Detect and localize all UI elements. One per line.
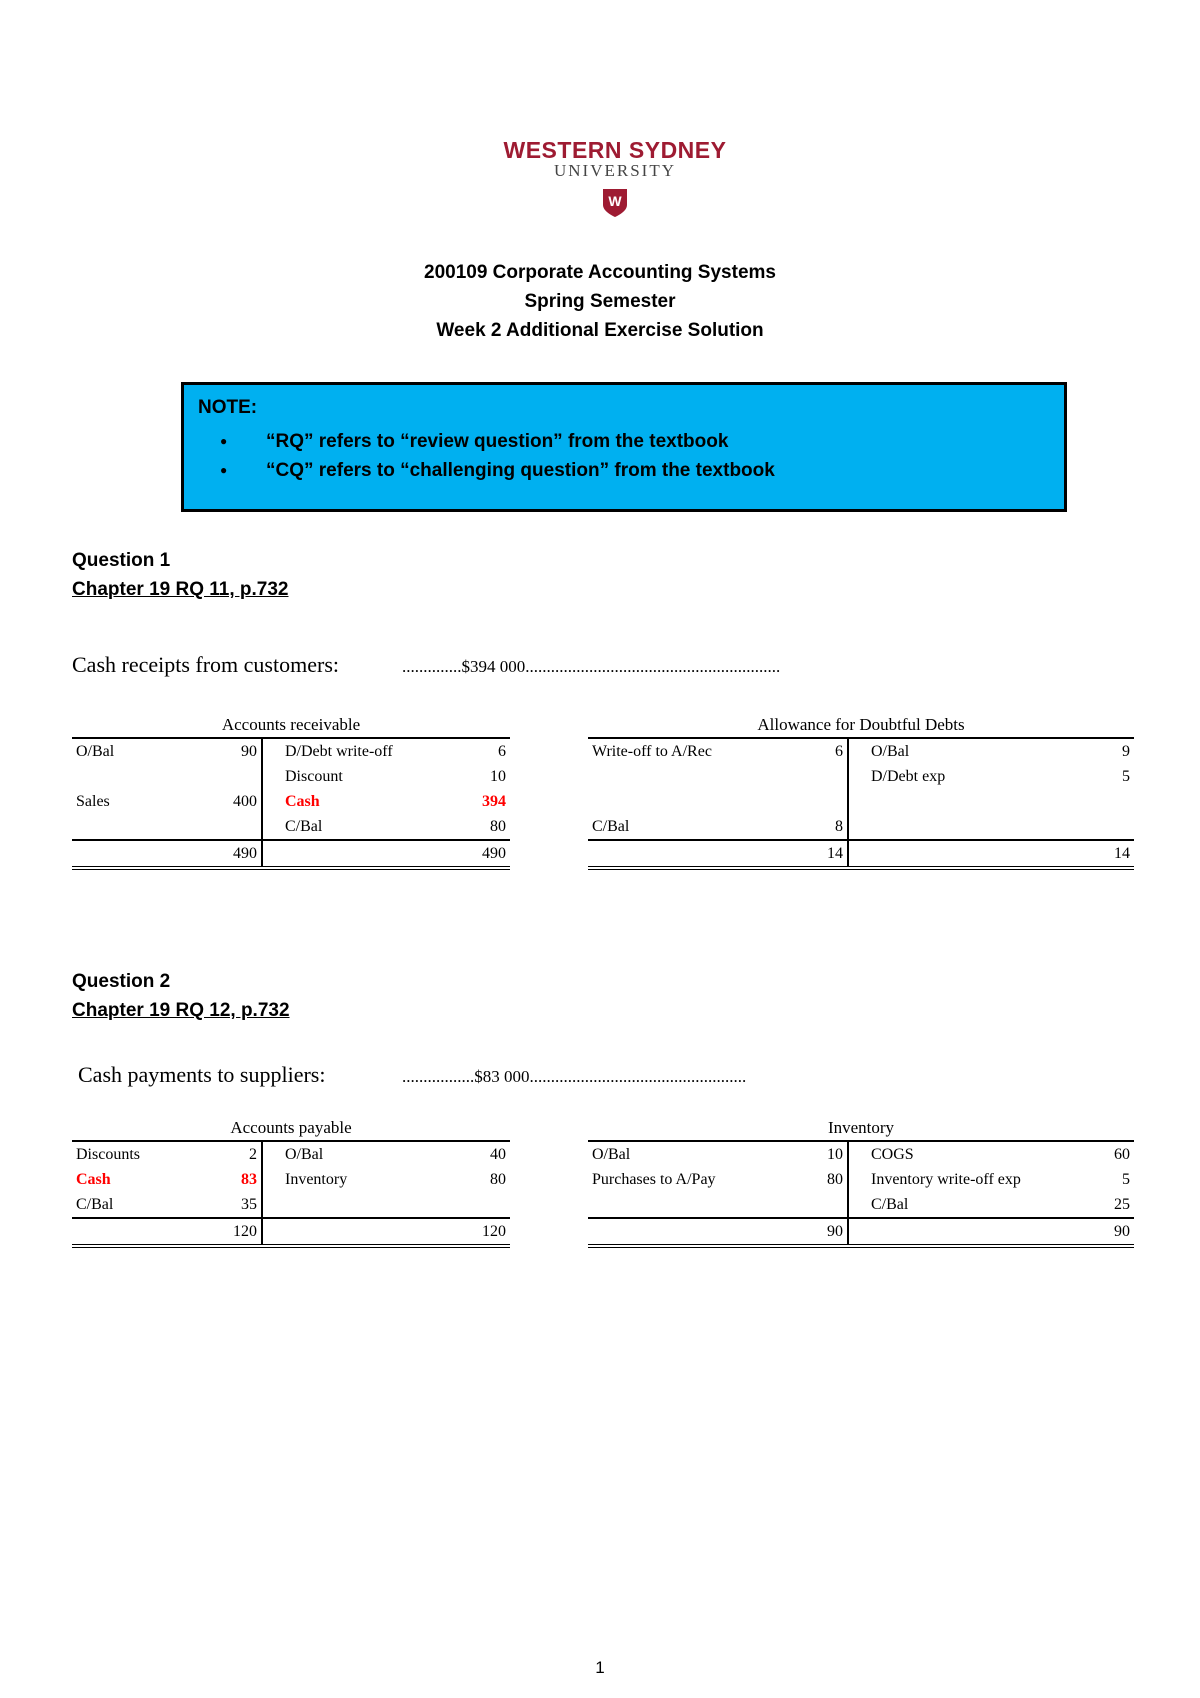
chapter-reference: Chapter 19 RQ 12, p.732 <box>72 1000 290 1021</box>
debit-amount: 90 <box>241 742 257 760</box>
statement-value: .................$83 000................................................... <box>402 1067 747 1086</box>
table-row <box>588 764 1134 789</box>
table-row <box>72 1167 510 1192</box>
debit-total: 90 <box>808 1218 848 1246</box>
debit-label <box>588 1192 808 1218</box>
credit-label: O/Bal <box>848 738 1068 764</box>
statement-label: Cash receipts from customers: <box>72 652 339 677</box>
debit-label: O/Bal <box>592 1145 631 1163</box>
debit-label: Purchases to A/Pay <box>592 1170 716 1188</box>
logo-line1: WESTERN SYDNEY <box>503 137 727 163</box>
total-row <box>588 840 1134 868</box>
credit-amount <box>440 1192 510 1218</box>
note-box <box>181 382 1067 512</box>
table-row <box>72 1192 510 1218</box>
table-row <box>588 1192 1134 1218</box>
credit-amount: 5 <box>1122 767 1130 785</box>
debit-label: C/Bal <box>592 817 630 835</box>
credit-total: 120 <box>440 1218 510 1246</box>
t-account-table <box>588 1140 1134 1248</box>
debit-amount <box>202 764 262 789</box>
week-title: Week 2 Additional Exercise Solution <box>436 320 764 341</box>
page-number: 1 <box>595 1658 605 1677</box>
credit-amount: 9 <box>1122 742 1130 760</box>
table-row <box>72 789 510 814</box>
table-row <box>588 814 1134 840</box>
logo-line2: UNIVERSITY <box>554 161 676 180</box>
debit-amount <box>808 764 848 789</box>
university-logo <box>490 138 740 223</box>
debit-label <box>588 789 808 814</box>
total-row <box>588 1218 1134 1246</box>
t-account-table <box>72 1140 510 1248</box>
statement-value: ..............$394 000............................................................ <box>402 657 781 676</box>
credit-label: Inventory <box>262 1167 440 1192</box>
course-title: 200109 Corporate Accounting Systems <box>424 262 776 283</box>
debit-amount-highlight: 83 <box>241 1170 257 1188</box>
credit-label: Discount <box>262 764 440 789</box>
debit-label: Sales <box>76 792 110 810</box>
chapter-reference: Chapter 19 RQ 11, p.732 <box>72 579 289 600</box>
debit-amount: 8 <box>835 817 843 835</box>
credit-amount: 80 <box>490 1170 506 1188</box>
t-account-table <box>72 737 510 870</box>
debit-amount: 80 <box>827 1170 843 1188</box>
credit-label: C/Bal <box>848 1192 1068 1218</box>
question-label: Question 2 <box>72 971 171 992</box>
cash-receipts-statement <box>72 652 780 678</box>
credit-amount: 60 <box>1114 1145 1130 1163</box>
table-row <box>588 738 1134 764</box>
question-label: Question 1 <box>72 550 171 571</box>
note-heading: NOTE: <box>198 397 258 418</box>
credit-amount <box>1068 814 1134 840</box>
credit-label: COGS <box>848 1141 1068 1167</box>
credit-label <box>262 1192 440 1218</box>
t-account-title: Accounts payable <box>230 1118 352 1137</box>
credit-label: D/Debt write-off <box>262 738 440 764</box>
t-account-title: Inventory <box>827 1118 895 1137</box>
note-list <box>184 427 775 485</box>
debit-amount <box>808 1192 848 1218</box>
credit-label-highlight: Cash <box>262 789 440 814</box>
debit-label-highlight: Cash <box>76 1170 111 1188</box>
question-1-heading <box>72 546 289 604</box>
table-row <box>72 738 510 764</box>
table-row <box>588 1167 1134 1192</box>
t-account-table <box>588 737 1134 870</box>
debit-amount <box>202 814 262 840</box>
svg-text:W: W <box>608 193 622 209</box>
credit-total: 14 <box>1068 840 1134 868</box>
debit-total: 120 <box>202 1218 262 1246</box>
credit-amount: 80 <box>490 817 506 835</box>
credit-label: D/Debt exp <box>848 764 1068 789</box>
credit-amount: 40 <box>490 1145 506 1163</box>
debit-amount: 2 <box>249 1145 257 1163</box>
debit-amount <box>808 789 848 814</box>
credit-label: Inventory write-off exp <box>848 1167 1068 1192</box>
debit-label: Discounts <box>76 1145 140 1163</box>
debit-label <box>72 764 202 789</box>
debit-amount: 35 <box>241 1195 257 1213</box>
credit-amount: 5 <box>1122 1170 1130 1188</box>
debit-label <box>588 764 808 789</box>
table-row <box>72 1141 510 1167</box>
total-row <box>72 1218 510 1246</box>
document-titles <box>0 258 1200 345</box>
debit-label: O/Bal <box>76 742 115 760</box>
credit-amount <box>1068 789 1134 814</box>
table-row <box>72 814 510 840</box>
cash-payments-statement <box>78 1062 746 1088</box>
table-row <box>72 764 510 789</box>
credit-amount-highlight: 394 <box>482 792 506 810</box>
debit-total: 490 <box>202 840 262 868</box>
debit-amount: 6 <box>835 742 843 760</box>
total-row <box>72 840 510 868</box>
note-item: ● “CQ” refers to “challenging question” from the textbook <box>266 456 775 485</box>
debit-amount: 400 <box>233 792 257 810</box>
debit-amount: 10 <box>827 1145 843 1163</box>
credit-label: C/Bal <box>262 814 440 840</box>
debit-label: Write-off to A/Rec <box>592 742 712 760</box>
credit-label: O/Bal <box>262 1141 440 1167</box>
credit-amount: 25 <box>1114 1195 1130 1213</box>
t-account-title: Accounts receivable <box>221 715 361 734</box>
table-row <box>588 1141 1134 1167</box>
table-row <box>588 789 1134 814</box>
t-account-title: Allowance for Doubtful Debts <box>757 715 965 734</box>
note-item: ● “RQ” refers to “review question” from the textbook <box>266 427 775 456</box>
debit-total: 14 <box>808 840 848 868</box>
credit-label <box>848 789 1068 814</box>
credit-amount: 6 <box>498 742 506 760</box>
semester-title: Spring Semester <box>524 291 676 312</box>
question-2-heading <box>72 967 290 1025</box>
credit-label <box>848 814 1068 840</box>
statement-label: Cash payments to suppliers: <box>78 1062 326 1087</box>
shield-icon <box>602 188 628 218</box>
credit-amount: 10 <box>490 767 506 785</box>
credit-total: 490 <box>440 840 510 868</box>
debit-label <box>72 814 202 840</box>
credit-total: 90 <box>1068 1218 1134 1246</box>
debit-label: C/Bal <box>76 1195 114 1213</box>
